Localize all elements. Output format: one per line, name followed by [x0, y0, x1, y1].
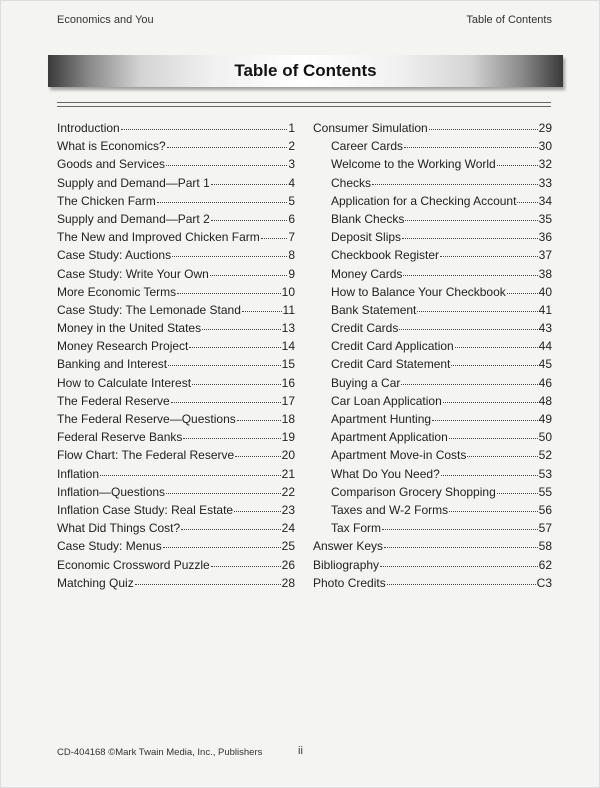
toc-entry-label: Supply and Demand—Part 1 [57, 175, 210, 190]
toc-leader-dots [372, 184, 538, 185]
toc-leader-dots [172, 256, 287, 257]
toc-entry [313, 230, 552, 248]
toc-entry-page: 19 [281, 430, 295, 445]
toc-leader-dots [432, 420, 538, 421]
toc-entry [313, 285, 552, 303]
toc-entry [313, 339, 552, 357]
toc-leader-dots [467, 456, 537, 457]
toc-entry [313, 448, 552, 466]
toc-entry [57, 412, 295, 430]
divider-rule-bottom [57, 106, 551, 107]
toc-leader-dots [166, 493, 281, 494]
toc-entry [57, 339, 295, 357]
toc-entry [57, 576, 295, 594]
toc-leader-dots [507, 293, 538, 294]
footer-page-number: ii [298, 745, 303, 757]
toc-entry-label: Application for a Checking Account [331, 193, 517, 208]
toc-entry [57, 230, 295, 248]
toc-entry [313, 157, 552, 175]
toc-entry-label: Flow Chart: The Federal Reserve [57, 448, 235, 463]
toc-leader-dots [121, 129, 288, 130]
toc-entry [57, 285, 295, 303]
toc-entry [313, 503, 552, 521]
toc-entry-label: Goods and Services [57, 157, 166, 172]
toc-entry-label: Credit Card Application [331, 339, 454, 354]
toc-entry-page: 15 [281, 357, 295, 372]
toc-entry-page: 14 [281, 339, 295, 354]
toc-entry-page: 20 [281, 448, 295, 463]
page-title: Table of Contents [234, 61, 377, 80]
toc-entry-page: 53 [538, 466, 552, 481]
toc-entry-page: 1 [288, 121, 295, 135]
toc-entry-label: Federal Reserve Banks [57, 430, 183, 445]
toc-entry-page: 38 [538, 266, 552, 281]
toc-entry-page: 49 [538, 412, 552, 426]
toc-entry-page: 46 [538, 375, 552, 390]
toc-leader-dots [163, 547, 281, 548]
toc-leader-dots [451, 365, 537, 366]
toc-entry-page: 37 [538, 248, 552, 263]
toc-entry [57, 467, 295, 485]
toc-entry-label: Bank Statement [331, 302, 417, 317]
toc-leader-dots [261, 238, 288, 239]
toc-entry-page: 21 [281, 466, 295, 481]
toc-entry-page: 22 [281, 484, 295, 499]
toc-entry-label: Inflation—Questions [57, 484, 166, 499]
toc-entry-page: 40 [538, 284, 552, 299]
toc-leader-dots [380, 566, 538, 567]
toc-entry-page: 4 [288, 175, 295, 190]
toc-entry [57, 248, 295, 266]
toc-leader-dots [237, 420, 281, 421]
toc-leader-dots [202, 329, 281, 330]
toc-leader-dots [382, 529, 538, 530]
toc-entry-page: 18 [281, 412, 295, 426]
toc-entry-page: 55 [538, 484, 552, 499]
toc-entry-label: What Do You Need? [331, 466, 440, 481]
toc-leader-dots [404, 147, 538, 148]
toc-leader-dots [399, 329, 537, 330]
toc-entry-page: 35 [538, 211, 552, 226]
toc-leader-dots [183, 438, 280, 439]
toc-entry-label: What is Economics? [57, 139, 166, 154]
toc-leader-dots [455, 347, 538, 348]
toc-entry-page: 43 [538, 321, 552, 336]
toc-leader-dots [402, 238, 538, 239]
toc-leader-dots [211, 184, 288, 185]
divider-rule-top [57, 102, 551, 103]
toc-entry-label: Money Research Project [57, 339, 189, 354]
toc-entry [57, 321, 295, 339]
toc-entry-label: The New and Improved Chicken Farm [57, 230, 260, 245]
toc-entry-page: 52 [538, 448, 552, 463]
toc-entry [57, 430, 295, 448]
toc-entry [313, 121, 552, 139]
toc-entry [313, 267, 552, 285]
toc-entry-label: Inflation [57, 466, 100, 481]
toc-leader-dots [497, 165, 538, 166]
toc-leader-dots [441, 475, 538, 476]
toc-entry-label: What Did Things Cost? [57, 521, 181, 536]
toc-entry [57, 521, 295, 539]
toc-entry-page: 30 [538, 139, 552, 154]
toc-entry-label: How to Calculate Interest [57, 375, 192, 390]
toc-leader-dots [403, 275, 537, 276]
toc-entry-page: 5 [288, 193, 295, 208]
toc-entry-label: Apartment Application [331, 430, 448, 445]
toc-entry [57, 212, 295, 230]
toc-leader-dots [429, 129, 538, 130]
toc-entry-page: 44 [538, 339, 552, 354]
toc-entry-label: Buying a Car [331, 375, 401, 390]
toc-entry [57, 157, 295, 175]
toc-leader-dots [166, 165, 287, 166]
toc-entry-label: Credit Card Statement [331, 357, 451, 372]
toc-entry [313, 576, 552, 594]
toc-entry-page: 34 [538, 193, 552, 208]
toc-entry-page: 11 [282, 302, 295, 317]
toc-entry-label: Deposit Slips [331, 230, 402, 245]
toc-entry-label: Economic Crossword Puzzle [57, 557, 210, 572]
toc-entry [313, 485, 552, 503]
toc-entry [57, 394, 295, 412]
toc-entry-label: Car Loan Application [331, 393, 442, 408]
toc-entry-page: 8 [288, 248, 295, 263]
toc-entry-label: Introduction [57, 121, 120, 135]
toc-entry [57, 503, 295, 521]
toc-entry-page: 25 [281, 539, 295, 554]
toc-entry-label: Career Cards [331, 139, 404, 154]
toc-entry [313, 539, 552, 557]
toc-entry-page: 26 [281, 557, 295, 572]
toc-entry-page: 17 [281, 393, 295, 408]
toc-entry-page: 48 [538, 393, 552, 408]
toc-entry-page: 58 [538, 539, 552, 554]
toc-leader-dots [242, 311, 282, 312]
toc-leader-dots [235, 456, 280, 457]
toc-entry [57, 448, 295, 466]
toc-entry-label: Taxes and W-2 Forms [331, 502, 449, 517]
toc-entry-page: C3 [536, 575, 552, 590]
toc-leader-dots [449, 438, 538, 439]
toc-entry-label: Checks [331, 175, 372, 190]
toc-leader-dots [405, 220, 537, 221]
toc-entry-page: 29 [538, 121, 552, 135]
toc-entry-page: 28 [281, 575, 295, 590]
toc-entry [313, 376, 552, 394]
toc-entry-label: Photo Credits [313, 575, 386, 590]
toc-entry [313, 194, 552, 212]
footer-copyright: CD-404168 ©Mark Twain Media, Inc., Publishers [57, 747, 263, 758]
toc-entry-label: Inflation Case Study: Real Estate [57, 502, 234, 517]
toc-entry [313, 139, 552, 157]
toc-leader-dots [234, 511, 281, 512]
toc-entry-page: 41 [538, 302, 552, 317]
toc-entry-label: Apartment Hunting [331, 412, 432, 426]
toc-entry [313, 248, 552, 266]
toc-entry [57, 376, 295, 394]
toc-leader-dots [517, 202, 537, 203]
toc-entry-page: 23 [281, 502, 295, 517]
toc-entry [57, 121, 295, 139]
toc-entry [313, 430, 552, 448]
toc-leader-dots [189, 347, 280, 348]
toc-entry-label: Case Study: Write Your Own [57, 266, 209, 281]
toc-leader-dots [211, 566, 281, 567]
toc-entry-label: Case Study: The Lemonade Stand [57, 302, 241, 317]
toc-entry [313, 321, 552, 339]
toc-leader-dots [449, 511, 537, 512]
toc-leader-dots [168, 365, 281, 366]
toc-entry-label: Supply and Demand—Part 2 [57, 211, 210, 226]
toc-entry-page: 57 [538, 521, 552, 536]
toc-leader-dots [401, 384, 537, 385]
toc-leader-dots [192, 384, 281, 385]
toc-entry-label: Consumer Simulation [313, 121, 428, 135]
toc-entry [57, 303, 295, 321]
toc-entry [313, 394, 552, 412]
toc-entry [313, 176, 552, 194]
toc-leader-dots [384, 547, 538, 548]
running-header-right: Table of Contents [466, 14, 552, 26]
toc-entry-label: The Chicken Farm [57, 193, 156, 208]
toc-entry [57, 357, 295, 375]
toc-entry-page: 50 [538, 430, 552, 445]
toc-entry-label: More Economic Terms [57, 284, 177, 299]
toc-leader-dots [171, 402, 281, 403]
toc-entry-page: 33 [538, 175, 552, 190]
toc-entry-label: Matching Quiz [57, 575, 134, 590]
toc-entry-label: Case Study: Menus [57, 539, 162, 554]
toc-entry-label: Money Cards [331, 266, 403, 281]
toc-leader-dots [440, 256, 538, 257]
toc-entry-label: Tax Form [331, 521, 382, 536]
toc-entry-page: 3 [288, 157, 295, 172]
toc-entry [57, 485, 295, 503]
toc-entry-label: Comparison Grocery Shopping [331, 484, 496, 499]
toc-column-right [313, 121, 552, 594]
toc-column-left [57, 121, 295, 594]
toc-entry [313, 521, 552, 539]
toc-leader-dots [100, 475, 281, 476]
toc-entry-label: Banking and Interest [57, 357, 168, 372]
toc-entry-page: 36 [538, 230, 552, 245]
toc-leader-dots [497, 493, 538, 494]
toc-entry-page: 56 [538, 502, 552, 517]
toc-leader-dots [157, 202, 288, 203]
toc-entry-label: Answer Keys [313, 539, 384, 554]
toc-entry [57, 194, 295, 212]
toc-entry-page: 32 [538, 157, 552, 172]
toc-entry [313, 303, 552, 321]
toc-leader-dots [135, 584, 281, 585]
toc-entry-label: Case Study: Auctions [57, 248, 172, 263]
toc-leader-dots [417, 311, 537, 312]
toc-entry-page: 9 [288, 266, 295, 281]
toc-entry-page: 7 [288, 230, 295, 245]
toc-entry-label: Credit Cards [331, 321, 399, 336]
toc-leader-dots [181, 529, 280, 530]
toc-entry-label: Checkbook Register [331, 248, 440, 263]
toc-entry [313, 357, 552, 375]
toc-entry [313, 412, 552, 430]
toc-entry-page: 10 [281, 284, 295, 299]
toc-entry [57, 539, 295, 557]
toc-entry-page: 13 [281, 321, 295, 336]
toc-entry-page: 45 [538, 357, 552, 372]
toc-leader-dots [167, 147, 288, 148]
toc-entry-label: Bibliography [313, 557, 380, 572]
toc-entry-label: The Federal Reserve—Questions [57, 412, 236, 426]
toc-leader-dots [211, 220, 288, 221]
toc-entry [57, 267, 295, 285]
toc-entry [57, 139, 295, 157]
title-banner [48, 55, 563, 87]
toc-entry-label: Apartment Move-in Costs [331, 448, 467, 463]
toc-entry-label: Welcome to the Working World [331, 157, 496, 172]
toc-entry-page: 2 [288, 139, 295, 154]
toc-entry-label: The Federal Reserve [57, 393, 170, 408]
toc-entry-page: 62 [538, 557, 552, 572]
toc-leader-dots [443, 402, 538, 403]
toc-entry [313, 467, 552, 485]
running-header-left: Economics and You [57, 14, 154, 26]
toc-entry-page: 6 [288, 211, 295, 226]
toc-leader-dots [177, 293, 280, 294]
toc-entry [57, 176, 295, 194]
toc-entry-page: 16 [281, 375, 295, 390]
toc-entry-label: How to Balance Your Checkbook [331, 284, 506, 299]
toc-entry-page: 24 [281, 521, 295, 536]
toc-entry [313, 212, 552, 230]
toc-leader-dots [210, 275, 287, 276]
toc-leader-dots [387, 584, 536, 585]
toc-entry [57, 558, 295, 576]
toc-entry-label: Blank Checks [331, 211, 405, 226]
toc-entry [313, 558, 552, 576]
toc-entry-label: Money in the United States [57, 321, 202, 336]
